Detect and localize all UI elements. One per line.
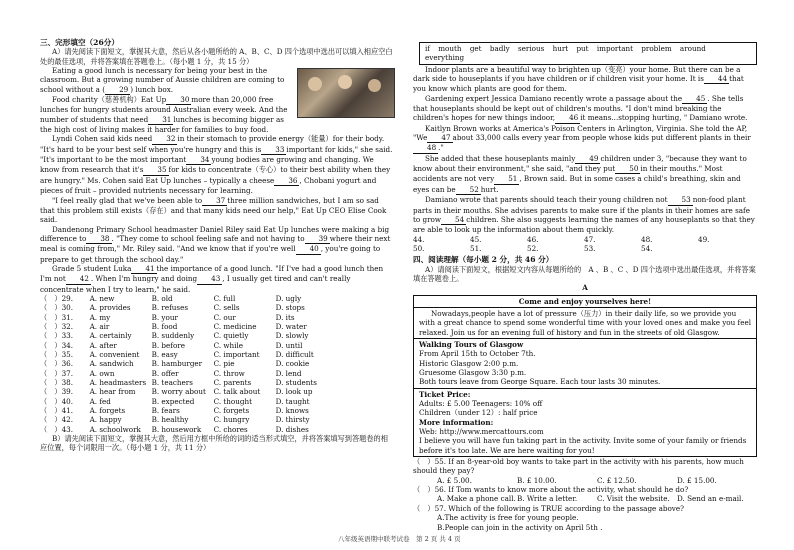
passage-para-6: Grade 5 student Luka 41 the importance of a good lunch. "If I've had a good lunch then I'm not 42 . When I'm hungry and doing 43 , I usually get tired and can't really concentrate when I try to learn," he said. — [40, 263, 384, 294]
section3-title: 三、完形填空（26分） — [40, 38, 119, 47]
option-cell: 34. — [61, 340, 74, 350]
notice-title: Come and enjoy yourselves here! — [414, 296, 756, 308]
option-cell: B. easy — [151, 350, 178, 359]
option-cell: C. pie — [213, 359, 235, 369]
right-column — [413, 42, 757, 532]
option-cell: B. expected — [151, 396, 195, 406]
section4-instructions: A）请阅读下面短文，根据短文内容从每题所给的 A 、B 、C 、D 四个选项中选出最佳选项，并将答案填在答题卷上。 — [413, 264, 756, 283]
question-56: （ ）56. If Tom wants to know more about the activity, what should he do? — [413, 485, 689, 495]
option-cell: （ ） — [40, 340, 62, 350]
option-cell: C. parents — [213, 378, 252, 388]
option-cell: 32. — [61, 321, 74, 331]
option-cell: C. chores — [213, 424, 248, 434]
option-cell: C. sells — [213, 303, 240, 313]
question-row — [40, 322, 395, 331]
question-row — [40, 331, 395, 340]
section4-title: 四、阅读理解（每小题 2 分，共 46 分） — [413, 255, 554, 265]
option-cell: B. worry about — [151, 387, 206, 397]
option-cell: D. its — [275, 312, 295, 322]
question-row — [40, 415, 395, 424]
blank-41: 41 — [131, 264, 156, 274]
option-cell: A. fed — [89, 396, 111, 406]
q57-option-b: B.People can join in the activity on April 5th . — [437, 522, 603, 532]
partA-instructions: A）请先阅读下面短文，掌握其大意，然后从各小题所给的 A、B、C、D 四个选项中选出可以填入相应空白处的最佳选项，并将答案填在答题卷上。（每小题 1 分，共 15 分） — [40, 47, 393, 66]
question-row — [40, 359, 395, 368]
option-cell: D. knows — [275, 406, 309, 416]
question-row — [40, 303, 395, 312]
question-row — [40, 350, 395, 359]
option-cell: D. difficult — [275, 350, 314, 359]
partB-para-1: Indoor plants are a beautiful way to brighten up（变亮）your home. But there can be a dark side to houseplants if you have children or if children visit your home. It is 44 that you know which plants are good for them. — [413, 64, 744, 94]
option-cell: A. forgets — [89, 406, 126, 416]
option-cell: 38. — [61, 378, 74, 388]
option-cell: C. hungry — [213, 415, 250, 425]
passage-para-4: "I feel really glad that we've been able to 37 three million sandwiches, but I am so sad that this problem still exists（存在）and that many kids need our help," Eat Up CEO Elise Cook said. — [40, 195, 387, 225]
option-cell: C. forgets — [213, 406, 250, 416]
passage-label-a: A — [582, 283, 588, 293]
options-table — [40, 294, 395, 434]
option-cell: D. thirsty — [275, 415, 310, 425]
option-cell: B. your — [151, 312, 178, 322]
option-cell: C. throw — [213, 368, 245, 378]
passage-para-2: Food charity（慈善机构）Eat Up 30 more than 20,000 free lunches for hungry students around Australian every week. And the number of students that need 31 lunches is becoming bigger as the high cost of living makes it harder for families to buy food. — [40, 95, 288, 135]
option-cell: B. hamburger — [151, 359, 203, 369]
option-cell: A. schoolwork — [89, 424, 141, 434]
option-cell: A. hear from — [89, 387, 136, 397]
option-cell: A. own — [89, 368, 115, 378]
option-cell: A. after — [89, 340, 117, 350]
blank-29: 29 — [105, 85, 130, 95]
option-cell: D. water — [275, 321, 307, 331]
blank-49: 49 — [575, 154, 600, 164]
option-cell: 30. — [61, 303, 74, 313]
question-57: （ ）57. Which of the following is TRUE according to the passage above? — [413, 503, 684, 513]
partB-para-3: Kaitlyn Brown works at America's Poison Centers in Arlington, Virginia. She told the AP, "We 47 about 33,000 calls every year from people whose kids put different plants in their48 ." — [413, 123, 751, 153]
blank-31: 31 — [148, 115, 173, 125]
price-section: Ticket Price: Adults: £ 5.00 Teenagers: 10% off Children（under 12）: half price More information: Web: http://www.mercattours.com I believe you will have fun taking part in the activity. Invite some of your family or friends before it's too late. We are here waiting for you! — [419, 389, 747, 455]
option-cell: D. lend — [275, 368, 302, 378]
option-cell: B. healthy — [151, 415, 189, 425]
page-footer: 八年级英语期中联考试卷 第 2 页 共 4 页 — [338, 535, 461, 543]
blank-40: 40 — [296, 244, 321, 254]
blank-51: 51 — [494, 174, 519, 184]
blank-33: 33 — [261, 145, 286, 155]
option-cell: （ ） — [40, 368, 62, 378]
q55-options: A. £ 5.00. B. £ 10.00. C. £ 12.50. D. £ 15.00. — [437, 475, 717, 485]
tour-section: Walking Tours of Glasgow From April 15th to October 7th. Historic Glasgow 2:00 p.m. Gruesome Glasgow 3:30 p.m. Both tours leave from George Square. Each tour lasts 30 minutes. — [414, 339, 756, 389]
question-55: （ ）55. If an 8-year-old boy wants to take part in the activity with his parents, how much should they pay? — [413, 457, 744, 476]
partB-para-2: Gardening expert Jessica Damiano recently wrote a passage about the 45 . She tells that houseplants should be kept out of children's mouths. "I don't mind breaking the children's hopes for new things indoor, 46 it means...stopping hurting, " Damiano wrote. — [413, 93, 748, 123]
option-cell: （ ） — [40, 321, 62, 331]
blank-38: 38 — [86, 234, 111, 244]
blank-46: 46 — [555, 113, 580, 123]
option-cell: B. teachers — [151, 378, 193, 388]
option-cell: （ ） — [40, 359, 62, 369]
blank-44: 44 — [704, 74, 729, 84]
q56-options: A. Make a phone call. B. Write a letter. C. Visit the website. D. Send an e-mail. — [437, 494, 744, 504]
option-cell: 35. — [61, 350, 74, 359]
question-row — [40, 294, 395, 303]
blank-39: 39 — [305, 234, 330, 244]
option-cell: 39. — [61, 387, 74, 397]
blank-47: 47 — [427, 133, 452, 143]
option-cell: D. slowly — [275, 331, 309, 341]
option-cell: B. before — [151, 340, 185, 350]
option-cell: 43. — [61, 424, 74, 434]
option-cell: （ ） — [40, 293, 62, 303]
option-cell: A. sandwich — [89, 359, 134, 369]
option-cell: （ ） — [40, 424, 62, 434]
partB-para-4: She added that these houseplants mainly 49 children under 3, "because they want to know about their environment," she said, "and they put 50 in their mouths." Most accidents are not very 51 , Brown said. But in some cases a child's breathing, skin and eyes can be 52 hurt. — [413, 153, 747, 194]
option-cell: （ ） — [40, 378, 62, 388]
option-cell: （ ） — [40, 387, 62, 397]
question-row — [40, 369, 395, 378]
option-cell: A. happy — [89, 415, 122, 425]
option-cell: A. headmasters — [89, 378, 147, 388]
article-photo — [297, 68, 395, 118]
q57-option-a: A.The activity is free for young people. — [437, 513, 579, 523]
question-row — [40, 387, 395, 396]
option-cell: D. look up — [275, 387, 313, 397]
partB-instructions: B）请先阅读下面短文，掌握其大意，然后用方框中所给的词的适当形式填空，并将答案填写到答题卷的相应位置，每个词限用一次。（每小题 1 分，共 11 分） — [40, 434, 388, 453]
notice-intro: Nowadays,people have a lot of pressure（压力）in their daily life, so we provide you with a great chance to spend some wonderful time with your loved ones and make you feel relaxed. Join us for an evening full of history and fun in the streets of old Glasgow. — [414, 308, 756, 339]
option-cell: 41. — [61, 406, 74, 416]
question-row — [40, 313, 395, 322]
option-cell: 33. — [61, 331, 74, 341]
option-cell: 29. — [61, 293, 74, 303]
option-cell: （ ） — [40, 415, 62, 425]
option-cell: B. housework — [151, 424, 202, 434]
option-cell: D. until — [275, 340, 303, 350]
option-cell: A. provides — [89, 303, 131, 313]
option-cell: B. refuses — [151, 303, 189, 313]
word-box: if mouth get badly serious hurt put important problem around everything — [419, 42, 757, 65]
blank-48: 48 — [413, 143, 438, 153]
option-cell: 40. — [61, 396, 74, 406]
option-cell: 37. — [61, 368, 74, 378]
partB-para-5: Damiano wrote that parents should teach their young children not 53 non-food plant parts in their mouths. She advises parents to make sure if the plants in their homes are safe to grow 54 children. She also suggests learning the names of any houseplants so that they are able to look up the information about them quickly. — [413, 195, 755, 235]
answer-line-2: 50. 51. 52. 53. 54. — [413, 243, 653, 253]
option-cell: D. stops — [275, 303, 305, 313]
option-cell: A. new — [89, 293, 115, 303]
option-cell: B. old — [151, 293, 173, 303]
option-cell: D. cookie — [275, 359, 310, 369]
option-cell: （ ） — [40, 312, 62, 322]
left-column — [40, 38, 395, 453]
blank-42: 42 — [66, 274, 91, 284]
option-cell: D. ugly — [275, 293, 302, 303]
option-cell: 42. — [61, 415, 74, 425]
option-cell: B. food — [151, 321, 178, 331]
blank-37: 37 — [202, 196, 227, 206]
option-cell: （ ） — [40, 350, 62, 359]
blank-45: 45 — [682, 94, 707, 104]
option-cell: A. air — [89, 321, 110, 331]
blank-34: 34 — [186, 155, 211, 165]
option-cell: A. certainly — [89, 331, 132, 341]
option-cell: B. offer — [151, 368, 179, 378]
answer-line-1: 44. 45. 46. 47. 48. 49. — [413, 234, 710, 244]
option-cell: C. talk about — [213, 387, 261, 397]
passage-para-5: Dandenong Primary School headmaster Daniel Riley said Eat Up lunches were making a big difference to 38 . "They come to school feeling safe and not having to 39 where their next meal is coming from," Mr. Riley said. "And we know that if you're well 40 , you're going to prepare to get through the school day." — [40, 224, 391, 264]
question-row — [40, 378, 395, 387]
option-cell: D. dishes — [275, 424, 309, 434]
question-row — [40, 341, 395, 350]
option-cell: C. full — [213, 293, 236, 303]
blank-52: 52 — [456, 185, 481, 195]
passage-para-1: Eating a good lunch is necessary for being your best in the classroom. But a growing number of Aussie children are coming to school without a ( 29 ) lunch box. — [40, 66, 285, 94]
question-row — [40, 397, 395, 406]
option-cell: （ ） — [40, 406, 62, 416]
option-cell: C. important — [213, 350, 260, 359]
blank-36: 36 — [274, 176, 299, 186]
blank-50: 50 — [615, 164, 640, 174]
option-cell: C. medicine — [213, 321, 257, 331]
option-cell: （ ） — [40, 396, 62, 406]
blank-53: 53 — [668, 195, 693, 205]
question-row — [40, 406, 395, 415]
option-cell: （ ） — [40, 303, 62, 313]
blank-35: 35 — [143, 165, 168, 175]
blank-30: 30 — [166, 95, 191, 105]
option-cell: 31. — [61, 312, 74, 322]
blank-43: 43 — [197, 274, 222, 284]
option-cell: D. taught — [275, 396, 310, 406]
option-cell: 36. — [61, 359, 74, 369]
option-cell: B. fears — [151, 406, 180, 416]
notice-box — [413, 295, 757, 458]
question-row — [40, 425, 395, 434]
option-cell: C. while — [213, 340, 244, 350]
option-cell: B. suddenly — [151, 331, 195, 341]
option-cell: （ ） — [40, 331, 62, 341]
option-cell: C. our — [213, 312, 236, 322]
option-cell: C. thought — [213, 396, 252, 406]
option-cell: A. convenient — [89, 350, 140, 359]
blank-32: 32 — [152, 134, 177, 144]
passage-para-3: Lyndi Cohen said kids need 32 in their stomach to provide energy（能量）for their body. "It's hard to be your best self when you're hungry and this is 33 important for kids," she said. "It's important to be the most important 34 young bodies are growing and changing. We know from research that it's 35 for kids to concentrate（专心）to their best ability when they are hungry." Ms. Cohen said Eat Up lunches – typically a cheese 36 , Chobani yogurt and pieces of fruit – provided nutrients necessary for learning. — [40, 134, 393, 196]
option-cell: D. students — [275, 378, 317, 388]
option-cell: C. quietly — [213, 331, 249, 341]
blank-54: 54 — [441, 215, 466, 225]
option-cell: A. my — [89, 312, 111, 322]
